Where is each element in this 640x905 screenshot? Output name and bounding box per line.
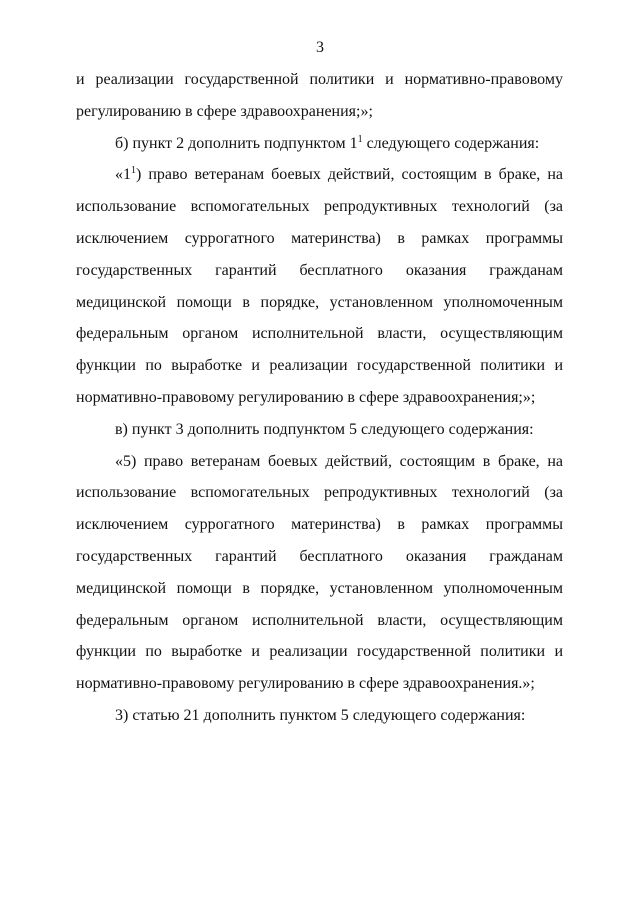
paragraph-subitem-5: «5) право ветеранам боевых действий, состоящим в браке, на использование вспомогательных репродуктивных технологий (за исключением суррогатного материнства) в рамках программы государственных гарантий бесплатного оказания гражданам медицинской помощи в порядке, установленном уполномоченным федеральным органом исполнительной власти, осуществляющим функции по выработке и реализации государственной политики и нормативно-правовому регулированию в сфере здравоохранения.»;: [76, 452, 563, 693]
superscript-marker: 1: [131, 165, 136, 177]
page-number: 3: [316, 39, 324, 56]
paragraph-subitem-1-1-text: ) право ветеранам боевых действий, состоящим в браке, на использование вспомогательных репродуктивных технологий (за исключением суррогатного материнства) в рамках программы государственных гарантий бесплатного оказания гражданам медицинской помощи в порядке, установленном уполномоченным федеральным органом исполнительной власти, осуществляющим функции по выработке и реализации государственной политики и нормативно-правовому регулированию в сфере здравоохранения;»;: [76, 166, 563, 406]
paragraph-subitem-1-1-lead: «1: [115, 166, 131, 184]
paragraph-amendment-v: в) пункт 3 дополнить подпунктом 5 следующего содержания:: [115, 420, 534, 438]
paragraph-amendment-b: [76, 128, 563, 160]
document-body: [76, 64, 563, 732]
superscript-marker: 1: [357, 133, 363, 145]
paragraph-subitem-1-1: [76, 159, 563, 413]
paragraph-article-21: 3) статью 21 дополнить пунктом 5 следующего содержания:: [115, 706, 526, 724]
paragraph-amendment-b-tail: следующего содержания:: [362, 134, 540, 152]
paragraph-continuation: и реализации государственной политики и нормативно-правовому регулированию в сфере здравоохранения;»;: [76, 71, 563, 120]
paragraph-amendment-b-text: б) пункт 2 дополнить подпунктом 1: [115, 134, 358, 152]
